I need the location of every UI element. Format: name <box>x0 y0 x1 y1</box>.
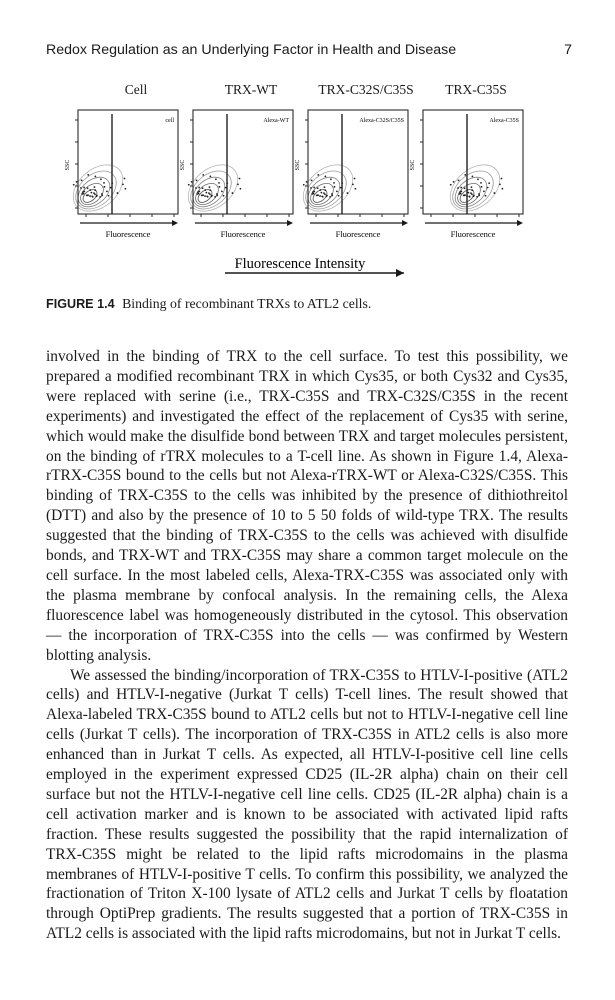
event-dot <box>326 195 328 197</box>
event-dot <box>333 182 335 184</box>
event-dot <box>83 191 85 193</box>
event-dot <box>204 189 206 191</box>
event-dot <box>214 196 216 198</box>
event-dot <box>324 186 326 188</box>
event-dot <box>223 195 225 197</box>
event-dot <box>206 192 208 194</box>
paragraph: involved in the binding of TRX to the cell surface. To test this possibility, we prepared a modified recombinant TRX in which Cys35, or both Cys32 and Cys35, were replaced with serine (i.e., TRX-C35S and TRX-C32S/C35S in the recent experiments) and investigated the effect of the replacement of Cys35 with serine, which would make the disulfide bond between TRX and target molecules persistent, on the binding of rTRX molecules to a T-cell line. As shown in Figure 1.4, Alexa-rTRX-C35S bound to the cells but not Alexa-rTRX-WT or Alexa-C32S/C35S. This binding of TRX-C35S to the cells was inhibited by the presence of dithiothreitol (DTT) and also by the presence of 10 to 5 50 folds of wild-type TRX. The results suggested that the binding of TRX-C35S to the cells was achieved with disulfide bonds, and TRX-WT and TRX-C35S may share a common target molecule on the cell surface. In the most labeled cells, Alexa-TRX-C35S was associated only with the plasma membrane by confocal analysis. In the remaining cells, the Alexa fluorescence label was homogeneously distributed in the cytosol. This observation — the incorporation of TRX-C35S into the cells — was confirmed by Western blotting analysis. <box>46 348 568 664</box>
plot-frame <box>78 110 178 214</box>
event-dot <box>341 182 343 184</box>
event-dot <box>313 187 315 189</box>
event-dot <box>202 174 204 176</box>
event-dot <box>457 187 459 189</box>
event-dot <box>198 191 200 193</box>
event-dot <box>195 187 197 189</box>
x-axis-arrowhead <box>517 220 523 226</box>
x-axis-label: Fluorescence <box>450 229 496 239</box>
panel-tag: Alexa-C35S <box>489 118 519 124</box>
event-dot <box>86 194 88 196</box>
plot-frame <box>308 110 408 214</box>
event-dot <box>478 193 480 195</box>
caption-text: Binding of recombinant TRXs to ATL2 cells. <box>122 296 372 311</box>
event-dot <box>89 195 91 197</box>
event-dot <box>338 195 340 197</box>
event-dot <box>239 188 241 190</box>
event-dot <box>317 174 319 176</box>
event-dot <box>319 195 321 197</box>
event-dot <box>450 184 452 186</box>
density-contour <box>64 155 131 220</box>
event-dot <box>340 187 342 189</box>
y-axis-label: SSC <box>180 159 186 171</box>
event-dot <box>458 179 460 181</box>
plot-panel <box>294 110 408 239</box>
panel-label-cell: Cell <box>124 82 148 97</box>
event-dot <box>226 182 228 184</box>
event-dot <box>460 191 462 193</box>
event-dot <box>198 187 200 189</box>
event-dot <box>464 174 466 176</box>
event-dot <box>319 189 321 191</box>
event-dot <box>225 187 227 189</box>
event-dot <box>216 193 218 195</box>
event-dot <box>124 188 126 190</box>
event-dot <box>99 196 101 198</box>
event-dot <box>81 179 83 181</box>
plot-frame <box>423 110 523 214</box>
event-dot <box>83 187 85 189</box>
density-contour <box>179 155 246 220</box>
event-dot <box>354 178 356 180</box>
event-dot <box>209 175 211 177</box>
event-dot <box>458 193 460 195</box>
density-contour <box>302 171 345 213</box>
y-axis-label: SSC <box>410 159 416 171</box>
event-dot <box>232 192 234 194</box>
event-dot <box>330 178 332 180</box>
density-contour <box>449 171 492 213</box>
event-dot <box>219 186 221 188</box>
event-dot <box>93 192 95 194</box>
plot-panel <box>179 110 293 239</box>
event-dot <box>201 194 203 196</box>
x-axis-label: Fluorescence <box>105 229 151 239</box>
event-dot <box>215 178 217 180</box>
plot-panel <box>410 110 523 239</box>
event-dot <box>347 192 349 194</box>
event-dot <box>324 175 326 177</box>
x-axis-label: Fluorescence <box>220 229 266 239</box>
event-dot <box>87 187 89 189</box>
event-dot <box>336 190 338 192</box>
plot-panel <box>64 110 178 239</box>
density-contour <box>441 155 508 220</box>
event-dot <box>352 184 354 186</box>
event-dot <box>191 181 193 183</box>
event-dot <box>117 192 119 194</box>
event-dot <box>471 186 473 188</box>
event-dot <box>196 179 198 181</box>
event-dot <box>108 195 110 197</box>
event-dot <box>310 187 312 189</box>
event-dot <box>477 178 479 180</box>
event-dot <box>218 182 220 184</box>
x-axis-arrowhead <box>172 220 178 226</box>
x-axis-arrowhead <box>287 220 293 226</box>
density-contour <box>72 171 115 213</box>
event-dot <box>80 187 82 189</box>
event-dot <box>466 189 468 191</box>
axis-title: Fluorescence Intensity <box>234 256 366 272</box>
event-dot <box>481 186 483 188</box>
running-head <box>46 42 572 62</box>
event-dot <box>468 192 470 194</box>
event-dot <box>471 175 473 177</box>
event-dot <box>317 187 319 189</box>
event-dot <box>487 187 489 189</box>
event-dot <box>485 195 487 197</box>
panel-tag: Alexa-C32S/C35S <box>359 118 404 124</box>
event-dot <box>94 186 96 188</box>
event-dot <box>188 184 190 186</box>
figure-caption <box>46 296 572 312</box>
event-dot <box>91 195 93 197</box>
event-dot <box>94 189 96 191</box>
event-dot <box>89 189 91 191</box>
event-dot <box>468 195 470 197</box>
event-dot <box>91 192 93 194</box>
event-dot <box>331 193 333 195</box>
paragraph: We assessed the binding/incorporation of TRX-C35S to HTLV-I-positive (ATL2 cells) and HTLV-I-negative (Jurkat T cells) T-cell lines. The result showed that Alexa-labeled TRX-C35S bound to ATL2 cells but not to HTLV-I-negative cell line cells (Jurkat T cells). The incorporation of TRX-C35S in ATL2 cells is also more enhanced than in Jurkat T cells. As expected, all HTLV-I-positive cell line cells employed in the experiment expressed CD25 (IL-2R alpha) chain on their cell surface but not the HTLV-I-negative cell line cells. CD25 (IL-2R alpha) chain is a cell activation marker and is known to be associated with activated lipid rafts fraction. These results suggested the possibility that the rapid internalization of TRX-C35S might be related to the lipid rafts microdomains in the plasma membranes of HTLV-I-positive T cells. To confirm this possibility, we analyzed the fractionation of Triton X-100 lysate of ATL2 cells and Jurkat T cells by floatation through OptiPrep gradients. The results suggested that a portion of TRX-C35S in ATL2 cells is associated with the lipid rafts microdomains, but not in Jurkat T cells. <box>46 666 568 943</box>
event-dot <box>311 193 313 195</box>
event-dot <box>106 190 108 192</box>
event-dot <box>196 193 198 195</box>
event-dot <box>476 196 478 198</box>
event-dot <box>306 181 308 183</box>
event-dot <box>316 194 318 196</box>
event-dot <box>73 184 75 186</box>
density-contour <box>294 155 361 220</box>
event-dot <box>501 178 503 180</box>
event-dot <box>208 192 210 194</box>
event-dot <box>303 184 305 186</box>
event-dot <box>110 187 112 189</box>
x-axis-label: Fluorescence <box>335 229 381 239</box>
y-axis-label: SSC <box>295 159 301 171</box>
event-dot <box>122 184 124 186</box>
running-head-title: Redox Regulation as an Underlying Factor in Health and Disease <box>46 42 457 58</box>
event-dot <box>124 178 126 180</box>
event-dot <box>94 175 96 177</box>
event-dot <box>313 191 315 193</box>
event-dot <box>471 189 473 191</box>
event-dot <box>473 195 475 197</box>
event-dot <box>453 181 455 183</box>
event-dot <box>96 195 98 197</box>
event-dot <box>488 182 490 184</box>
event-dot <box>323 192 325 194</box>
event-dot <box>209 189 211 191</box>
event-dot <box>470 192 472 194</box>
event-dot <box>100 178 102 180</box>
event-dot <box>466 195 468 197</box>
event-dot <box>103 182 105 184</box>
event-dot <box>237 184 239 186</box>
figure-1-4 <box>60 78 560 278</box>
event-dot <box>209 186 211 188</box>
panel-label-trx-wt: TRX-WT <box>224 82 278 97</box>
panel-tag: Alexa-WT <box>263 118 289 124</box>
page-number: 7 <box>564 42 572 58</box>
event-dot <box>501 188 503 190</box>
event-dot <box>483 190 485 192</box>
event-dot <box>239 178 241 180</box>
event-dot <box>354 188 356 190</box>
body-text <box>46 347 568 944</box>
event-dot <box>324 189 326 191</box>
event-dot <box>211 195 213 197</box>
event-dot <box>329 196 331 198</box>
y-axis-label: SSC <box>65 159 71 171</box>
event-dot <box>334 186 336 188</box>
event-dot <box>87 174 89 176</box>
density-contour <box>187 171 230 213</box>
event-dot <box>202 187 204 189</box>
event-dot <box>111 182 113 184</box>
event-dot <box>311 179 313 181</box>
event-dot <box>81 193 83 195</box>
panel-label-trx-c32s-c35s: TRX-C32S/C35S <box>318 82 414 97</box>
caption-figure-number: FIGURE 1.4 <box>46 297 115 311</box>
plot-frame <box>193 110 293 214</box>
event-dot <box>206 195 208 197</box>
x-axis-arrowhead <box>402 220 408 226</box>
event-dot <box>460 187 462 189</box>
event-dot <box>463 194 465 196</box>
event-dot <box>499 184 501 186</box>
event-dot <box>464 187 466 189</box>
event-dot <box>494 192 496 194</box>
panel-label-trx-c35s: TRX-C35S <box>445 82 507 97</box>
event-dot <box>104 186 106 188</box>
flow-cytometry-plots <box>60 78 560 278</box>
axis-title-arrowhead <box>396 269 404 277</box>
event-dot <box>480 182 482 184</box>
event-dot <box>76 181 78 183</box>
panel-tag: cell <box>165 118 174 124</box>
event-dot <box>221 190 223 192</box>
event-dot <box>321 195 323 197</box>
event-dot <box>101 193 103 195</box>
event-dot <box>321 192 323 194</box>
event-dot <box>204 195 206 197</box>
